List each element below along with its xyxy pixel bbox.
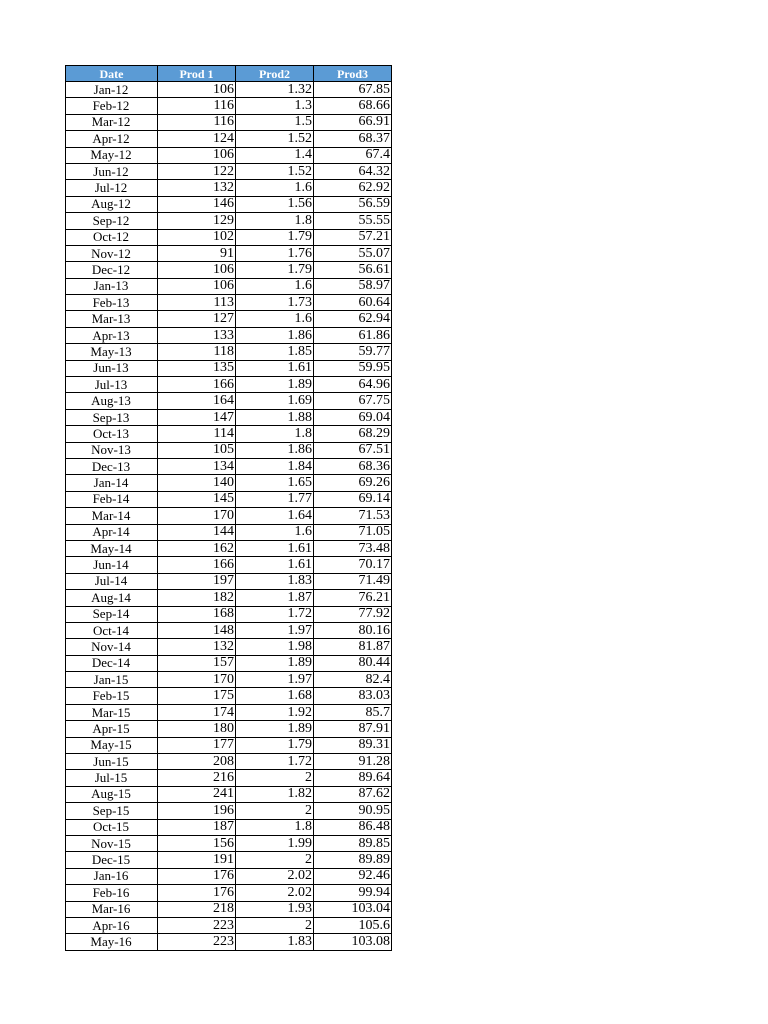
cell-prod1: 208 <box>158 754 236 770</box>
cell-prod3: 68.66 <box>314 98 392 114</box>
cell-prod1: 176 <box>158 885 236 901</box>
cell-prod2: 1.72 <box>236 606 314 622</box>
cell-prod3: 77.92 <box>314 606 392 622</box>
cell-prod2: 1.32 <box>236 82 314 98</box>
cell-date: Jun-14 <box>66 557 158 573</box>
cell-prod1: 187 <box>158 819 236 835</box>
cell-date: Oct-15 <box>66 819 158 835</box>
table-row <box>66 196 392 212</box>
table-row <box>66 295 392 311</box>
cell-date: May-12 <box>66 147 158 163</box>
cell-prod3: 92.46 <box>314 868 392 884</box>
cell-prod3: 99.94 <box>314 885 392 901</box>
table-row <box>66 819 392 835</box>
cell-date: Apr-12 <box>66 131 158 147</box>
cell-prod3: 68.36 <box>314 458 392 474</box>
cell-prod1: 133 <box>158 327 236 343</box>
table-row <box>66 622 392 638</box>
cell-date: Feb-12 <box>66 98 158 114</box>
cell-prod2: 1.68 <box>236 688 314 704</box>
cell-prod1: 91 <box>158 245 236 261</box>
cell-prod1: 132 <box>158 639 236 655</box>
cell-prod1: 124 <box>158 131 236 147</box>
cell-prod1: 102 <box>158 229 236 245</box>
cell-date: Nov-13 <box>66 442 158 458</box>
cell-prod1: 106 <box>158 147 236 163</box>
cell-prod2: 1.88 <box>236 409 314 425</box>
cell-prod3: 90.95 <box>314 803 392 819</box>
cell-date: Sep-15 <box>66 803 158 819</box>
cell-prod1: 180 <box>158 721 236 737</box>
cell-date: Jan-13 <box>66 278 158 294</box>
cell-prod1: 216 <box>158 770 236 786</box>
column-header-date: Date <box>66 66 158 82</box>
table-row <box>66 163 392 179</box>
table-row <box>66 475 392 491</box>
cell-prod3: 60.64 <box>314 295 392 311</box>
table-row <box>66 770 392 786</box>
cell-date: Jan-16 <box>66 868 158 884</box>
cell-prod1: 157 <box>158 655 236 671</box>
cell-date: Jul-15 <box>66 770 158 786</box>
cell-prod3: 86.48 <box>314 819 392 835</box>
cell-prod2: 1.5 <box>236 114 314 130</box>
cell-prod3: 67.4 <box>314 147 392 163</box>
cell-prod3: 67.75 <box>314 393 392 409</box>
cell-date: Apr-16 <box>66 917 158 933</box>
table-row <box>66 409 392 425</box>
cell-prod3: 87.62 <box>314 786 392 802</box>
cell-prod1: 196 <box>158 803 236 819</box>
cell-prod2: 1.86 <box>236 327 314 343</box>
cell-prod3: 81.87 <box>314 639 392 655</box>
cell-date: Oct-14 <box>66 622 158 638</box>
cell-prod2: 1.4 <box>236 147 314 163</box>
cell-prod1: 164 <box>158 393 236 409</box>
cell-date: Mar-16 <box>66 901 158 917</box>
cell-prod1: 114 <box>158 426 236 442</box>
cell-prod2: 1.97 <box>236 622 314 638</box>
cell-prod3: 89.64 <box>314 770 392 786</box>
cell-prod2: 1.61 <box>236 360 314 376</box>
cell-prod3: 56.59 <box>314 196 392 212</box>
cell-prod3: 64.32 <box>314 163 392 179</box>
cell-prod3: 71.49 <box>314 573 392 589</box>
cell-date: Jan-14 <box>66 475 158 491</box>
cell-prod2: 1.72 <box>236 754 314 770</box>
cell-date: Jun-15 <box>66 754 158 770</box>
cell-date: Apr-13 <box>66 327 158 343</box>
table-row <box>66 688 392 704</box>
cell-date: Feb-13 <box>66 295 158 311</box>
cell-date: Dec-12 <box>66 262 158 278</box>
cell-prod1: 106 <box>158 262 236 278</box>
cell-prod3: 66.91 <box>314 114 392 130</box>
table-row <box>66 508 392 524</box>
table-row <box>66 458 392 474</box>
table-row <box>66 852 392 868</box>
cell-date: May-15 <box>66 737 158 753</box>
table-row <box>66 114 392 130</box>
cell-date: Sep-13 <box>66 409 158 425</box>
cell-prod2: 1.79 <box>236 229 314 245</box>
cell-prod2: 1.56 <box>236 196 314 212</box>
cell-date: Apr-15 <box>66 721 158 737</box>
table-row <box>66 721 392 737</box>
cell-date: Nov-15 <box>66 835 158 851</box>
table-row <box>66 180 392 196</box>
cell-prod1: 218 <box>158 901 236 917</box>
cell-prod3: 62.94 <box>314 311 392 327</box>
cell-prod1: 162 <box>158 540 236 556</box>
cell-prod3: 76.21 <box>314 590 392 606</box>
cell-prod3: 73.48 <box>314 540 392 556</box>
cell-date: May-14 <box>66 540 158 556</box>
cell-date: Jan-15 <box>66 672 158 688</box>
cell-prod2: 2.02 <box>236 868 314 884</box>
cell-prod1: 197 <box>158 573 236 589</box>
cell-prod2: 1.89 <box>236 655 314 671</box>
table-row <box>66 524 392 540</box>
cell-prod1: 135 <box>158 360 236 376</box>
cell-prod2: 1.76 <box>236 245 314 261</box>
cell-prod3: 70.17 <box>314 557 392 573</box>
cell-prod1: 144 <box>158 524 236 540</box>
cell-prod1: 174 <box>158 704 236 720</box>
cell-date: Feb-14 <box>66 491 158 507</box>
cell-prod1: 105 <box>158 442 236 458</box>
cell-prod3: 103.04 <box>314 901 392 917</box>
cell-prod3: 61.86 <box>314 327 392 343</box>
cell-prod1: 148 <box>158 622 236 638</box>
cell-prod2: 1.69 <box>236 393 314 409</box>
cell-prod2: 1.84 <box>236 458 314 474</box>
cell-date: Jun-13 <box>66 360 158 376</box>
cell-prod2: 1.89 <box>236 721 314 737</box>
cell-prod3: 55.55 <box>314 213 392 229</box>
cell-prod1: 127 <box>158 311 236 327</box>
cell-prod1: 145 <box>158 491 236 507</box>
cell-prod1: 176 <box>158 868 236 884</box>
cell-prod1: 147 <box>158 409 236 425</box>
cell-prod1: 166 <box>158 557 236 573</box>
cell-prod2: 1.87 <box>236 590 314 606</box>
cell-prod3: 89.89 <box>314 852 392 868</box>
table-row <box>66 737 392 753</box>
cell-prod3: 64.96 <box>314 377 392 393</box>
cell-date: Aug-13 <box>66 393 158 409</box>
table-row <box>66 540 392 556</box>
cell-prod3: 69.14 <box>314 491 392 507</box>
cell-prod2: 1.86 <box>236 442 314 458</box>
cell-prod1: 132 <box>158 180 236 196</box>
cell-date: Jul-14 <box>66 573 158 589</box>
cell-prod2: 1.79 <box>236 262 314 278</box>
cell-prod3: 58.97 <box>314 278 392 294</box>
table-row <box>66 868 392 884</box>
cell-prod1: 170 <box>158 672 236 688</box>
cell-prod3: 68.29 <box>314 426 392 442</box>
cell-date: Feb-16 <box>66 885 158 901</box>
table-row <box>66 606 392 622</box>
cell-prod2: 1.6 <box>236 278 314 294</box>
cell-prod2: 1.83 <box>236 934 314 950</box>
table-row <box>66 442 392 458</box>
cell-prod1: 118 <box>158 344 236 360</box>
cell-prod2: 1.99 <box>236 835 314 851</box>
cell-prod2: 2 <box>236 770 314 786</box>
cell-date: Apr-14 <box>66 524 158 540</box>
cell-date: Jul-12 <box>66 180 158 196</box>
cell-prod2: 1.73 <box>236 295 314 311</box>
cell-prod2: 1.6 <box>236 180 314 196</box>
table-row <box>66 885 392 901</box>
header-row <box>66 66 392 82</box>
table-row <box>66 377 392 393</box>
table-row <box>66 229 392 245</box>
table-row <box>66 82 392 98</box>
cell-date: May-16 <box>66 934 158 950</box>
cell-date: Dec-13 <box>66 458 158 474</box>
cell-date: Mar-14 <box>66 508 158 524</box>
cell-prod1: 177 <box>158 737 236 753</box>
table-row <box>66 573 392 589</box>
cell-prod3: 67.85 <box>314 82 392 98</box>
cell-prod1: 156 <box>158 835 236 851</box>
table-header <box>66 66 392 82</box>
table-row <box>66 344 392 360</box>
cell-prod3: 91.28 <box>314 754 392 770</box>
cell-prod3: 62.92 <box>314 180 392 196</box>
column-header-prod1: Prod 1 <box>158 66 236 82</box>
cell-prod3: 69.04 <box>314 409 392 425</box>
cell-prod2: 1.65 <box>236 475 314 491</box>
table-row <box>66 98 392 114</box>
column-header-prod2: Prod2 <box>236 66 314 82</box>
cell-prod1: 170 <box>158 508 236 524</box>
cell-prod2: 1.89 <box>236 377 314 393</box>
cell-prod3: 80.16 <box>314 622 392 638</box>
table-row <box>66 672 392 688</box>
data-table <box>65 65 392 951</box>
cell-prod3: 87.91 <box>314 721 392 737</box>
cell-prod2: 2.02 <box>236 885 314 901</box>
cell-prod1: 241 <box>158 786 236 802</box>
table-row <box>66 213 392 229</box>
table-row <box>66 901 392 917</box>
cell-prod1: 129 <box>158 213 236 229</box>
cell-prod2: 1.92 <box>236 704 314 720</box>
table-row <box>66 491 392 507</box>
cell-prod2: 1.77 <box>236 491 314 507</box>
cell-prod1: 134 <box>158 458 236 474</box>
cell-prod2: 1.79 <box>236 737 314 753</box>
cell-prod1: 122 <box>158 163 236 179</box>
cell-date: Sep-14 <box>66 606 158 622</box>
cell-prod3: 71.53 <box>314 508 392 524</box>
cell-prod3: 69.26 <box>314 475 392 491</box>
table-row <box>66 360 392 376</box>
cell-date: Nov-14 <box>66 639 158 655</box>
table-row <box>66 262 392 278</box>
cell-prod1: 168 <box>158 606 236 622</box>
table-row <box>66 803 392 819</box>
cell-prod1: 182 <box>158 590 236 606</box>
cell-prod3: 68.37 <box>314 131 392 147</box>
cell-prod3: 85.7 <box>314 704 392 720</box>
cell-prod2: 1.8 <box>236 213 314 229</box>
cell-date: Nov-12 <box>66 245 158 261</box>
cell-prod2: 1.83 <box>236 573 314 589</box>
cell-prod2: 1.3 <box>236 98 314 114</box>
table-row <box>66 754 392 770</box>
table-row <box>66 934 392 950</box>
cell-prod3: 67.51 <box>314 442 392 458</box>
cell-date: Jun-12 <box>66 163 158 179</box>
cell-date: Aug-14 <box>66 590 158 606</box>
cell-prod1: 116 <box>158 98 236 114</box>
cell-prod3: 83.03 <box>314 688 392 704</box>
cell-prod3: 80.44 <box>314 655 392 671</box>
cell-date: Mar-12 <box>66 114 158 130</box>
cell-prod3: 89.85 <box>314 835 392 851</box>
table-body <box>66 82 392 951</box>
table-row <box>66 327 392 343</box>
cell-prod3: 56.61 <box>314 262 392 278</box>
table-row <box>66 557 392 573</box>
cell-prod2: 1.52 <box>236 131 314 147</box>
cell-date: Sep-12 <box>66 213 158 229</box>
cell-prod2: 1.8 <box>236 426 314 442</box>
table-row <box>66 590 392 606</box>
cell-date: Dec-15 <box>66 852 158 868</box>
cell-prod2: 1.61 <box>236 540 314 556</box>
cell-prod2: 1.85 <box>236 344 314 360</box>
cell-prod2: 1.6 <box>236 311 314 327</box>
cell-prod1: 191 <box>158 852 236 868</box>
table-row <box>66 639 392 655</box>
table-row <box>66 393 392 409</box>
cell-prod3: 105.6 <box>314 917 392 933</box>
cell-prod1: 106 <box>158 82 236 98</box>
cell-date: May-13 <box>66 344 158 360</box>
cell-prod1: 140 <box>158 475 236 491</box>
table-row <box>66 655 392 671</box>
cell-prod2: 1.61 <box>236 557 314 573</box>
cell-prod2: 1.8 <box>236 819 314 835</box>
cell-prod1: 106 <box>158 278 236 294</box>
cell-prod1: 116 <box>158 114 236 130</box>
cell-date: Aug-12 <box>66 196 158 212</box>
cell-prod2: 1.97 <box>236 672 314 688</box>
cell-prod1: 113 <box>158 295 236 311</box>
cell-date: Feb-15 <box>66 688 158 704</box>
table-row <box>66 245 392 261</box>
table-row <box>66 917 392 933</box>
cell-prod1: 166 <box>158 377 236 393</box>
cell-prod2: 1.82 <box>236 786 314 802</box>
cell-prod3: 103.08 <box>314 934 392 950</box>
cell-date: Jan-12 <box>66 82 158 98</box>
cell-prod3: 59.77 <box>314 344 392 360</box>
cell-prod2: 2 <box>236 917 314 933</box>
table-row <box>66 786 392 802</box>
cell-date: Jul-13 <box>66 377 158 393</box>
cell-prod2: 1.93 <box>236 901 314 917</box>
cell-prod3: 82.4 <box>314 672 392 688</box>
cell-date: Oct-12 <box>66 229 158 245</box>
cell-date: Mar-13 <box>66 311 158 327</box>
cell-prod1: 223 <box>158 917 236 933</box>
cell-prod1: 223 <box>158 934 236 950</box>
table-row <box>66 147 392 163</box>
table-row <box>66 426 392 442</box>
cell-prod1: 175 <box>158 688 236 704</box>
cell-prod3: 55.07 <box>314 245 392 261</box>
cell-prod2: 1.52 <box>236 163 314 179</box>
cell-date: Oct-13 <box>66 426 158 442</box>
cell-date: Dec-14 <box>66 655 158 671</box>
cell-prod2: 1.6 <box>236 524 314 540</box>
cell-prod3: 57.21 <box>314 229 392 245</box>
column-header-prod3: Prod3 <box>314 66 392 82</box>
cell-date: Aug-15 <box>66 786 158 802</box>
cell-prod3: 71.05 <box>314 524 392 540</box>
cell-prod2: 1.98 <box>236 639 314 655</box>
cell-prod2: 2 <box>236 852 314 868</box>
cell-prod3: 89.31 <box>314 737 392 753</box>
cell-prod1: 146 <box>158 196 236 212</box>
cell-prod3: 59.95 <box>314 360 392 376</box>
table-row <box>66 278 392 294</box>
cell-prod2: 2 <box>236 803 314 819</box>
table-row <box>66 311 392 327</box>
cell-prod2: 1.64 <box>236 508 314 524</box>
table-row <box>66 835 392 851</box>
table-row <box>66 131 392 147</box>
table-row <box>66 704 392 720</box>
cell-date: Mar-15 <box>66 704 158 720</box>
